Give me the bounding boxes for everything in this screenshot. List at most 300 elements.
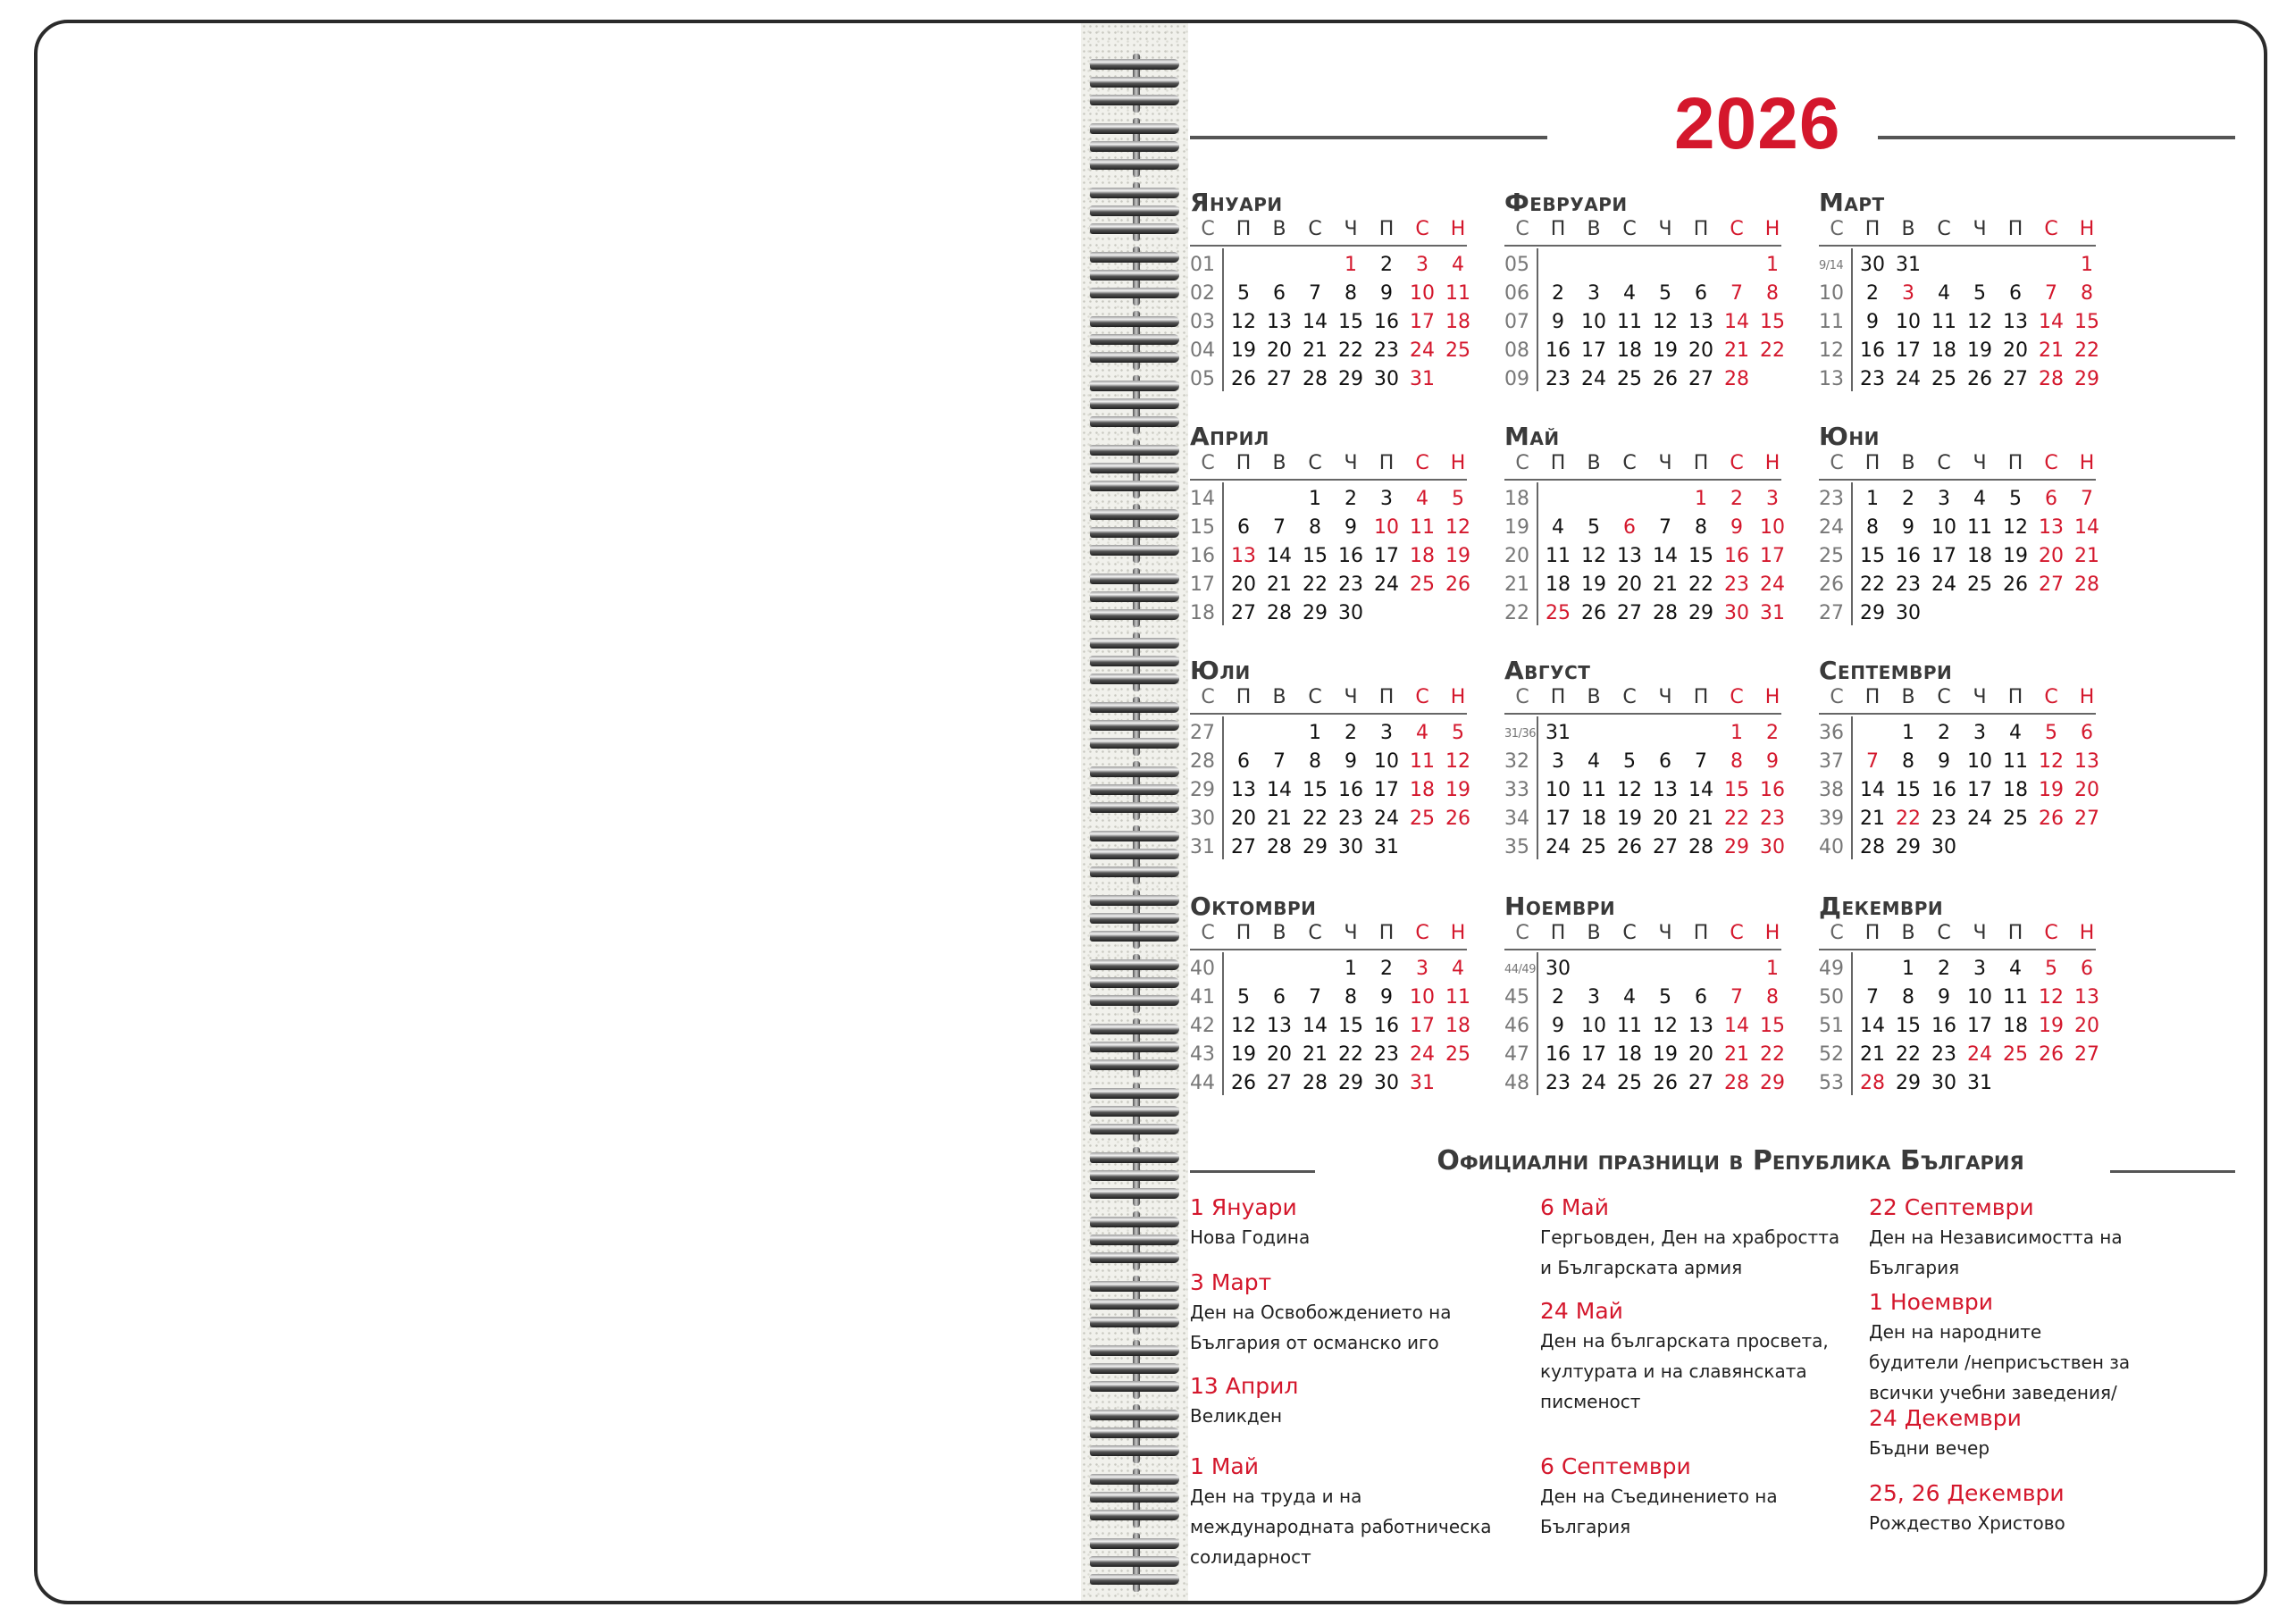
weekday-label: С — [1730, 922, 1744, 944]
spiral-coil — [1090, 252, 1179, 300]
holiday-entry — [1190, 1452, 1529, 1572]
week-divider — [1851, 716, 1853, 859]
day-cell: 31 — [1967, 1072, 1992, 1094]
weekday-label: С — [1937, 686, 1951, 708]
day-cell: 29 — [1338, 1072, 1363, 1094]
day-cell: 1 — [1309, 722, 1321, 744]
day-cell: 5 — [2045, 722, 2057, 744]
holiday-date: 6 Май — [1540, 1194, 1609, 1220]
week-col-header: С — [1201, 218, 1215, 240]
day-cell: 7 — [1659, 516, 1671, 539]
day-cell: 19 — [1653, 339, 1678, 362]
day-cell: 27 — [1267, 1072, 1292, 1094]
month-name: Февруари — [1504, 188, 1628, 217]
day-cell: 14 — [1303, 1015, 1328, 1037]
day-cell: 18 — [1617, 339, 1642, 362]
day-cell: 12 — [1653, 1015, 1678, 1037]
day-cell: 4 — [1623, 986, 1636, 1009]
day-cell: 1 — [1902, 722, 1914, 744]
week-number: 28 — [1190, 750, 1215, 773]
day-cell: 16 — [1931, 779, 1956, 801]
day-cell: 27 — [2039, 573, 2064, 596]
day-cell: 24 — [1896, 368, 1921, 390]
spiral-coil — [1090, 381, 1179, 429]
day-cell: 6 — [2081, 722, 2093, 744]
day-cell: 8 — [1902, 986, 1914, 1009]
day-cell: 26 — [1617, 836, 1642, 858]
day-cell: 13 — [1688, 311, 1713, 333]
day-cell: 30 — [1546, 958, 1571, 980]
weekday-header — [1819, 218, 2096, 247]
day-cell: 2 — [1552, 986, 1564, 1009]
weekday-header — [1190, 686, 1467, 715]
week-number: 32 — [1504, 750, 1529, 773]
day-cell: 10 — [1931, 516, 1956, 539]
weekday-label: Ч — [1658, 218, 1672, 240]
weekday-label: П — [1864, 218, 1881, 240]
week-number: 09 — [1504, 368, 1529, 390]
weekday-label: С — [2044, 452, 2058, 474]
week-number: 44/49 — [1504, 963, 1536, 976]
holiday-date: 1 Май — [1190, 1453, 1259, 1479]
weekday-label: С — [1937, 922, 1951, 944]
day-cell: 6 — [1623, 516, 1636, 539]
week-number: 16 — [1190, 545, 1215, 567]
day-cell: 28 — [2039, 368, 2064, 390]
day-cell: 9 — [1345, 750, 1357, 773]
day-cell: 11 — [1967, 516, 1992, 539]
spiral-coil — [1090, 1538, 1179, 1586]
day-cell: 19 — [1445, 545, 1470, 567]
day-cell: 9 — [1380, 986, 1393, 1009]
day-cell: 16 — [1338, 545, 1363, 567]
month-name: Септември — [1819, 656, 1953, 685]
weekday-header — [1819, 686, 2096, 715]
day-cell: 18 — [1410, 779, 1435, 801]
spiral-coil — [1090, 1410, 1179, 1458]
week-number: 14 — [1190, 488, 1215, 510]
day-cell: 14 — [2074, 516, 2099, 539]
week-divider — [1537, 716, 1538, 859]
day-cell: 18 — [1967, 545, 1992, 567]
week-number: 52 — [1819, 1043, 1844, 1066]
holiday-date: 1 Ноември — [1869, 1289, 1994, 1315]
day-cell: 27 — [1688, 1072, 1713, 1094]
weekday-header — [1190, 218, 1467, 247]
day-cell: 23 — [1760, 808, 1785, 830]
year-rule-left — [1190, 136, 1547, 139]
day-cell: 3 — [1552, 750, 1564, 773]
day-cell: 21 — [1860, 1043, 1885, 1066]
day-cell: 5 — [1623, 750, 1636, 773]
day-cell: 12 — [1445, 516, 1470, 539]
day-cell: 21 — [1303, 1043, 1328, 1066]
weekday-label: Ч — [1344, 922, 1358, 944]
day-cell: 27 — [1653, 836, 1678, 858]
week-divider — [1851, 482, 1853, 625]
weekday-label: П — [1378, 686, 1395, 708]
day-cell: 31 — [1410, 368, 1435, 390]
week-number: 12 — [1819, 339, 1844, 362]
week-number: 35 — [1504, 836, 1529, 858]
day-cell: 18 — [1546, 573, 1571, 596]
holiday-name: Рождество Христово — [1869, 1512, 2065, 1534]
holiday-entry — [1869, 1193, 2137, 1283]
week-number: 45 — [1504, 986, 1529, 1009]
day-cell: 22 — [1760, 1043, 1785, 1066]
day-cell: 7 — [1309, 282, 1321, 305]
day-cell: 3 — [1587, 986, 1600, 1009]
day-cell: 27 — [2074, 1043, 2099, 1066]
week-col-header: С — [1201, 686, 1215, 708]
day-cell: 9 — [1902, 516, 1914, 539]
day-cell: 5 — [2009, 488, 2022, 510]
day-cell: 12 — [2003, 516, 2028, 539]
weekday-label: П — [1550, 452, 1566, 474]
day-cell: 22 — [1303, 808, 1328, 830]
holiday-name: Ден на Независимостта на България — [1869, 1226, 2123, 1278]
holiday-name: Нова Година — [1190, 1226, 1311, 1248]
day-cell: 18 — [1445, 311, 1470, 333]
day-cell: 26 — [1581, 602, 1606, 624]
weekday-label: С — [2044, 218, 2058, 240]
day-cell: 17 — [1410, 311, 1435, 333]
day-cell: 27 — [1231, 836, 1256, 858]
weekday-label: С — [1415, 922, 1429, 944]
day-cell: 14 — [1860, 1015, 1885, 1037]
week-number: 53 — [1819, 1072, 1844, 1094]
spiral-coil — [1090, 1088, 1179, 1136]
weekday-header — [1504, 686, 1781, 715]
week-number: 30 — [1190, 808, 1215, 830]
day-cell: 5 — [1237, 282, 1250, 305]
day-cell: 2 — [1730, 488, 1743, 510]
holiday-date: 24 Май — [1540, 1298, 1623, 1324]
week-divider — [1222, 716, 1224, 859]
day-cell: 23 — [1546, 368, 1571, 390]
day-cell: 7 — [1309, 986, 1321, 1009]
day-cell: 27 — [1688, 368, 1713, 390]
week-col-header: С — [1515, 686, 1529, 708]
day-cell: 9 — [1938, 750, 1950, 773]
week-col-header: С — [1515, 452, 1529, 474]
day-cell: 8 — [1866, 516, 1879, 539]
day-cell: 8 — [2081, 282, 2093, 305]
day-cell: 17 — [1581, 1043, 1606, 1066]
day-cell: 28 — [1267, 602, 1292, 624]
day-cell: 30 — [1338, 602, 1363, 624]
day-cell: 16 — [1374, 1015, 1399, 1037]
day-cell: 10 — [1410, 282, 1435, 305]
week-number: 02 — [1190, 282, 1215, 305]
weekday-header — [1190, 452, 1467, 481]
day-cell: 17 — [1546, 808, 1571, 830]
day-cell: 10 — [1760, 516, 1785, 539]
day-cell: 26 — [1445, 573, 1470, 596]
day-cell: 18 — [2003, 779, 2028, 801]
day-cell: 9 — [1938, 986, 1950, 1009]
day-cell: 6 — [1659, 750, 1671, 773]
week-number: 39 — [1819, 808, 1844, 830]
month-name: Май — [1504, 422, 1560, 451]
day-cell: 4 — [1552, 516, 1564, 539]
day-cell: 2 — [1345, 488, 1357, 510]
weekday-label: Н — [1764, 686, 1780, 708]
day-cell: 12 — [1653, 311, 1678, 333]
day-cell: 12 — [1445, 750, 1470, 773]
day-cell: 12 — [2039, 986, 2064, 1009]
spiral-coil — [1090, 1474, 1179, 1522]
weekday-label: Н — [1764, 218, 1780, 240]
weekday-label: С — [1308, 218, 1322, 240]
day-cell: 14 — [1724, 311, 1749, 333]
weekday-label: П — [2007, 922, 2023, 944]
week-number: 49 — [1819, 958, 1844, 980]
day-cell: 4 — [2009, 722, 2022, 744]
day-cell: 4 — [1416, 722, 1428, 744]
day-cell: 24 — [1374, 573, 1399, 596]
day-cell: 9 — [1380, 282, 1393, 305]
month-11 — [1504, 892, 1785, 1106]
day-cell: 27 — [1617, 602, 1642, 624]
spiral-coil — [1090, 59, 1179, 107]
weekday-label: С — [1730, 452, 1744, 474]
day-cell: 11 — [1617, 311, 1642, 333]
day-cell: 25 — [1967, 573, 1992, 596]
holiday-entry — [1190, 1268, 1529, 1358]
day-cell: 30 — [1896, 602, 1921, 624]
holiday-name: Великден — [1190, 1405, 1283, 1427]
day-cell: 16 — [1338, 779, 1363, 801]
weekday-label: В — [1587, 686, 1601, 708]
week-col-header: С — [1830, 922, 1844, 944]
day-cell: 26 — [1967, 368, 1992, 390]
day-cell: 12 — [1231, 311, 1256, 333]
day-cell: 20 — [2003, 339, 2028, 362]
day-cell: 4 — [1452, 254, 1464, 276]
day-cell: 25 — [1445, 339, 1470, 362]
day-cell: 4 — [1938, 282, 1950, 305]
day-cell: 22 — [1860, 573, 1885, 596]
week-number: 11 — [1819, 311, 1844, 333]
weekday-label: В — [1901, 218, 1915, 240]
day-cell: 29 — [1896, 836, 1921, 858]
weekday-label: С — [1415, 218, 1429, 240]
day-cell: 7 — [2081, 488, 2093, 510]
day-cell: 15 — [1896, 1015, 1921, 1037]
day-cell: 21 — [1653, 573, 1678, 596]
holiday-name: Ден на труда и на международната работническа солидарност — [1190, 1486, 1492, 1568]
day-cell: 14 — [1303, 311, 1328, 333]
day-cell: 20 — [1688, 1043, 1713, 1066]
week-number: 17 — [1190, 573, 1215, 596]
day-cell: 6 — [1695, 986, 1707, 1009]
day-cell: 19 — [1617, 808, 1642, 830]
day-cell: 27 — [2074, 808, 2099, 830]
weekday-label: В — [1272, 922, 1286, 944]
spiral-binding — [1081, 23, 1188, 1601]
week-number: 06 — [1504, 282, 1529, 305]
day-cell: 13 — [1231, 545, 1256, 567]
day-cell: 21 — [1688, 808, 1713, 830]
month-name: Юни — [1819, 422, 1880, 451]
weekday-label: В — [1901, 452, 1915, 474]
month-2 — [1504, 188, 1785, 402]
day-cell: 24 — [1374, 808, 1399, 830]
day-cell: 11 — [1546, 545, 1571, 567]
weekday-header — [1504, 922, 1781, 950]
day-cell: 23 — [1338, 573, 1363, 596]
day-cell: 22 — [1724, 808, 1749, 830]
day-cell: 24 — [1581, 368, 1606, 390]
day-cell: 4 — [1973, 488, 1986, 510]
day-cell: 17 — [1410, 1015, 1435, 1037]
day-cell: 17 — [1374, 545, 1399, 567]
day-cell: 1 — [1866, 488, 1879, 510]
weekday-label: П — [2007, 452, 2023, 474]
week-divider — [1222, 952, 1224, 1095]
day-cell: 15 — [1338, 311, 1363, 333]
week-number: 07 — [1504, 311, 1529, 333]
weekday-label: Ч — [1658, 922, 1672, 944]
week-number: 44 — [1190, 1072, 1215, 1094]
day-cell: 12 — [1967, 311, 1992, 333]
day-cell: 28 — [1653, 602, 1678, 624]
day-cell: 15 — [1760, 1015, 1785, 1037]
day-cell: 2 — [1866, 282, 1879, 305]
weekday-label: Н — [1764, 452, 1780, 474]
spiral-coil — [1090, 959, 1179, 1008]
year-header — [1190, 82, 2267, 164]
week-divider — [1851, 952, 1853, 1095]
weekday-label: В — [1901, 686, 1915, 708]
day-cell: 10 — [1410, 986, 1435, 1009]
weekday-label: Ч — [1973, 452, 1987, 474]
day-cell: 30 — [1374, 1072, 1399, 1094]
day-cell: 29 — [1303, 602, 1328, 624]
day-cell: 25 — [1617, 368, 1642, 390]
day-cell: 21 — [2039, 339, 2064, 362]
month-9 — [1819, 656, 2099, 870]
weekday-label: Ч — [1973, 686, 1987, 708]
day-cell: 14 — [1267, 779, 1292, 801]
weekday-label: В — [1587, 922, 1601, 944]
holiday-entry — [1869, 1479, 2137, 1538]
weekday-label: Ч — [1973, 922, 1987, 944]
holiday-date: 1 Януари — [1190, 1194, 1297, 1220]
weekday-label: П — [1864, 452, 1881, 474]
month-3 — [1819, 188, 2099, 402]
day-cell: 23 — [1374, 339, 1399, 362]
spiral-coil — [1090, 1152, 1179, 1201]
holidays-title: Официални празници в Република България — [1437, 1145, 2024, 1176]
day-cell: 18 — [2003, 1015, 2028, 1037]
day-cell: 2 — [1938, 958, 1950, 980]
day-cell: 13 — [1267, 311, 1292, 333]
day-cell: 15 — [1303, 779, 1328, 801]
day-cell: 31 — [1410, 1072, 1435, 1094]
day-cell: 10 — [1374, 750, 1399, 773]
day-cell: 15 — [1860, 545, 1885, 567]
day-cell: 24 — [1967, 808, 1992, 830]
holiday-date: 22 Септември — [1869, 1194, 2034, 1220]
month-8 — [1504, 656, 1785, 870]
day-cell: 20 — [1231, 573, 1256, 596]
weekday-label: П — [1550, 686, 1566, 708]
week-number: 13 — [1819, 368, 1844, 390]
day-cell: 29 — [1896, 1072, 1921, 1094]
day-cell: 19 — [2039, 779, 2064, 801]
day-cell: 14 — [1688, 779, 1713, 801]
day-cell: 17 — [1967, 779, 1992, 801]
day-cell: 2 — [1552, 282, 1564, 305]
weekday-label: П — [1378, 218, 1395, 240]
day-cell: 20 — [2039, 545, 2064, 567]
day-cell: 29 — [1338, 368, 1363, 390]
day-cell: 14 — [1653, 545, 1678, 567]
day-cell: 13 — [2003, 311, 2028, 333]
weekday-label: Н — [1450, 452, 1466, 474]
day-cell: 11 — [1445, 282, 1470, 305]
day-cell: 2 — [1380, 254, 1393, 276]
day-cell: 5 — [1659, 986, 1671, 1009]
day-cell: 26 — [1653, 1072, 1678, 1094]
day-cell: 3 — [1380, 488, 1393, 510]
day-cell: 22 — [1896, 808, 1921, 830]
day-cell: 7 — [1273, 516, 1286, 539]
day-cell: 17 — [1967, 1015, 1992, 1037]
day-cell: 19 — [2039, 1015, 2064, 1037]
weekday-label: С — [2044, 686, 2058, 708]
weekday-label: П — [1378, 922, 1395, 944]
holiday-name: Ден на Освобождението на България от османско иго — [1190, 1302, 1452, 1353]
weekday-label: П — [1236, 922, 1252, 944]
day-cell: 8 — [1309, 516, 1321, 539]
day-cell: 23 — [1546, 1072, 1571, 1094]
day-cell: 2 — [1380, 958, 1393, 980]
weekday-label: Ч — [1344, 218, 1358, 240]
day-cell: 9 — [1552, 1015, 1564, 1037]
day-cell: 12 — [1581, 545, 1606, 567]
week-number: 36 — [1819, 722, 1844, 744]
day-cell: 19 — [1653, 1043, 1678, 1066]
week-number: 23 — [1819, 488, 1844, 510]
day-cell: 21 — [1267, 573, 1292, 596]
day-cell: 16 — [1931, 1015, 1956, 1037]
day-cell: 15 — [2074, 311, 2099, 333]
day-cell: 1 — [1902, 958, 1914, 980]
week-number: 42 — [1190, 1015, 1215, 1037]
day-cell: 24 — [1967, 1043, 1992, 1066]
week-number: 27 — [1819, 602, 1844, 624]
day-cell: 16 — [1546, 339, 1571, 362]
week-number: 37 — [1819, 750, 1844, 773]
week-number: 03 — [1190, 311, 1215, 333]
day-cell: 28 — [2074, 573, 2099, 596]
day-cell: 1 — [1345, 254, 1357, 276]
day-cell: 2 — [1345, 722, 1357, 744]
weekday-label: П — [1864, 922, 1881, 944]
weekday-label: Н — [1764, 922, 1780, 944]
week-number: 29 — [1190, 779, 1215, 801]
month-name: Януари — [1190, 188, 1283, 217]
day-cell: 8 — [1730, 750, 1743, 773]
week-number: 33 — [1504, 779, 1529, 801]
day-cell: 6 — [2045, 488, 2057, 510]
day-cell: 2 — [1938, 722, 1950, 744]
weekday-label: Ч — [1658, 686, 1672, 708]
day-cell: 17 — [1581, 339, 1606, 362]
